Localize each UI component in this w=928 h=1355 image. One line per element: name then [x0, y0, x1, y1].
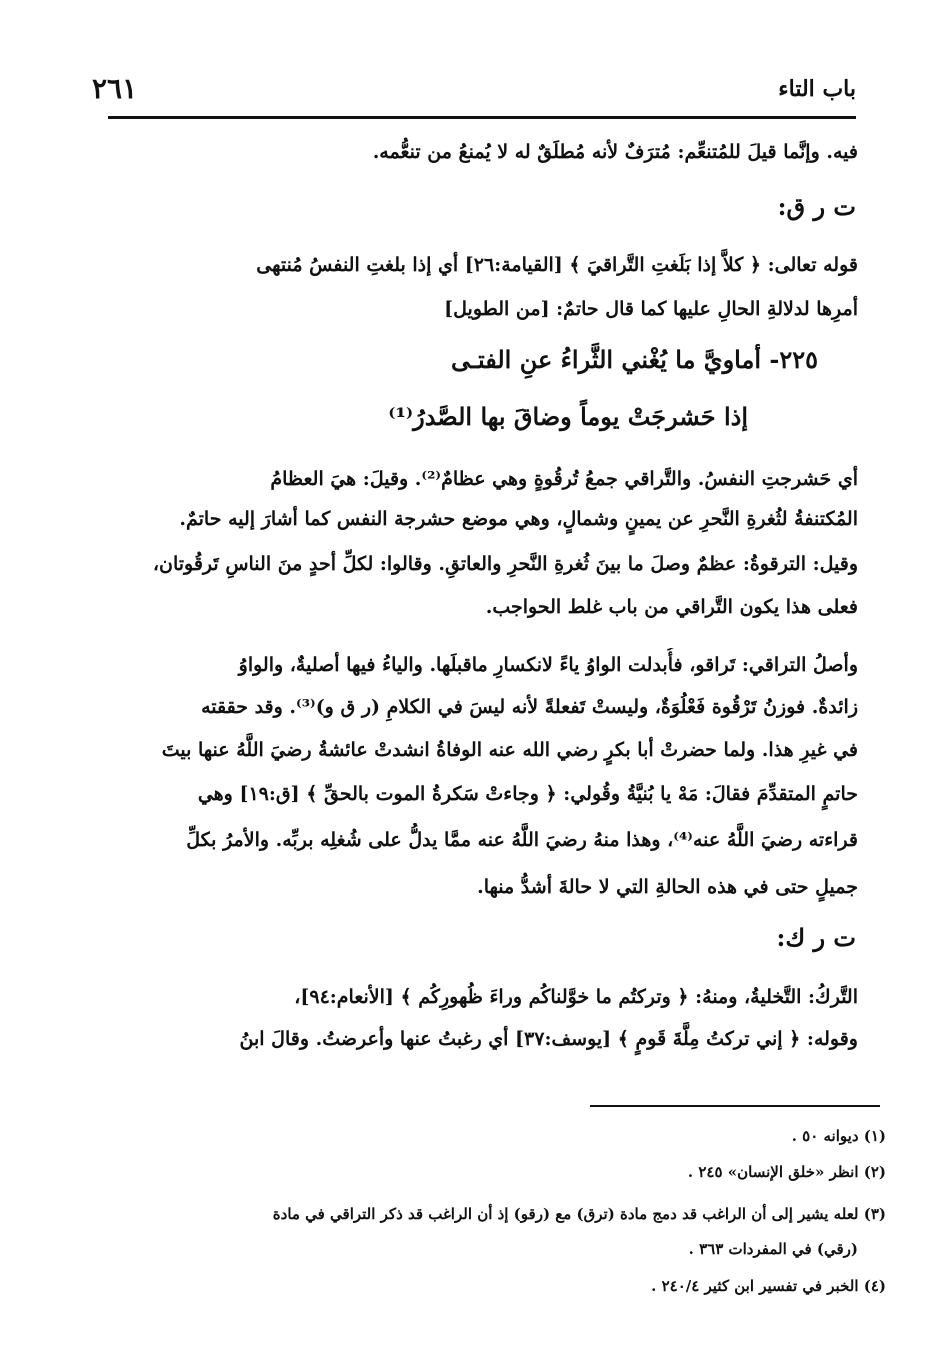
body-line: قوله تعالى: ﴿ كلاَّ إذا بَلَغتِ التَّراقيَ ﴾ [القيامة:٢٦] أي إذا بلغتِ النفسُ مُنتهى: [256, 254, 858, 276]
body-line: التَّركُ: التَّخليةُ، ومنهُ: ﴿ وتركتُم ما خوَّلناكُم وراءَ ظُهورِكُم ﴾ [الأنعام:٩٤]،: [294, 986, 858, 1008]
root-heading: ت ر ك:: [776, 923, 856, 952]
body-line: أمرِها لدلالةِ الحالِ عليها كما قال حاتمٌ: [من الطويل]: [444, 298, 858, 320]
body-line: جميلٍ حتى في هذه الحالةِ التي لا حالةَ أشدُّ منها.: [477, 876, 858, 898]
body-line: فيه. وإنَّما قيلَ للمُتنعِّم: مُترَفٌ لأنه مُطلَقٌ له لا يُمنعُ من تنعُّمه.: [372, 141, 858, 163]
body-line: في غيرِ هذا. ولما حضرتْ أبا بكرٍ رضي الله عنه الوفاةُ انشدتْ عائشةُ رضيَ اللَّهُ عنها بيتَ: [161, 739, 858, 761]
page-number: ٢٦١: [92, 72, 138, 105]
footnote-divider: [590, 1105, 880, 1107]
verse-line-1: ٢٢٥- أماويَّ ما يُغْني الثَّراءُ عنِ الفتـى: [450, 345, 818, 374]
footnote-continuation: (رقي) في المفردات ٣٦٣ .: [688, 1240, 858, 1258]
footnote: (٤) الخبر في تفسير ابن كثير ٢٤٠/٤ .: [651, 1277, 886, 1295]
body-line: وقوله: ﴿ إني تركتُ مِلَّةَ قَومٍ ﴾ [يوسف:٣٧] أي رغبتُ عنها وأعرضتُ. وقالَ ابنُ: [239, 1028, 858, 1050]
body-line: حاتمٍ المتقدِّمَ فقالَ: مَهْ يا بُنيَّةُ وقُولي: ﴿ وجاءتْ سَكرةُ الموت بالحقِّ ﴾ [ق:١٩] وهي: [197, 783, 858, 805]
header-divider: [108, 116, 856, 119]
root-heading: ت ر ق:: [777, 192, 856, 221]
body-line: وقيل: الترقوةُ: عظمٌ وصلَ ما بينَ ثُغرةِ النَّحرِ والعاتقِ. وقالوا: لكلِّ أحدٍ منَ الناسِ تَرقُوتان،: [152, 553, 858, 575]
body-line: قراءته رضيَ اللَّهُ عنه⁽⁴⁾، وهذا منهُ رضيَ اللَّهُ عنه ممَّا يدلُّ على شُغلِه بربِّه. والأمرُ بكلِّ: [186, 829, 858, 851]
footnote: (٣) لعله يشير إلى أن الراغب قد دمج مادة (ترق) مع (رقو) إذ أن الراغب قد ذكر التراقي في مادة: [272, 1205, 886, 1223]
body-line: المُكتنفةُ لثُغرةِ النَّحرِ عن يمينٍ وشمالٍ، وهي موضع حشرجة النفس كما أشارَ إليه حاتمٌ.: [179, 508, 858, 530]
footnote: (١) ديوانه ٥٠ .: [791, 1127, 886, 1145]
body-line: وأصلُ التراقي: تَراقو، فأُبدلت الواوُ ياءً لانكسارِ ماقبلَها. والياءُ فيها أصليةٌ، والواوُ: [238, 654, 858, 676]
body-line: فعلى هذا يكون التَّراقي من باب غلط الحواجب.: [485, 596, 858, 618]
body-line: زائدةٌ. فوزنُ تَرْقُوة فَعْلُوَةٌ، وليستْ تَفعلةً لأنه ليسَ في الكلامِ (ر ق و)⁽³⁾. وقد حققته: [201, 696, 858, 718]
footnote: (٢) انظر «خلق الإنسان» ٢٤٥ .: [687, 1163, 886, 1181]
chapter-title: باب التاء: [778, 76, 856, 102]
verse-line-2: إذا حَشرجَتْ يوماً وضاقَ بها الصَّدرُ⁽¹⁾: [388, 402, 748, 431]
body-line: أي حَشرجتِ النفسُ. والتَّراقي جمعُ تُرقُوةٍ وهي عظامٌ⁽²⁾. وقيلَ: هيَ العظامُ: [270, 468, 858, 490]
